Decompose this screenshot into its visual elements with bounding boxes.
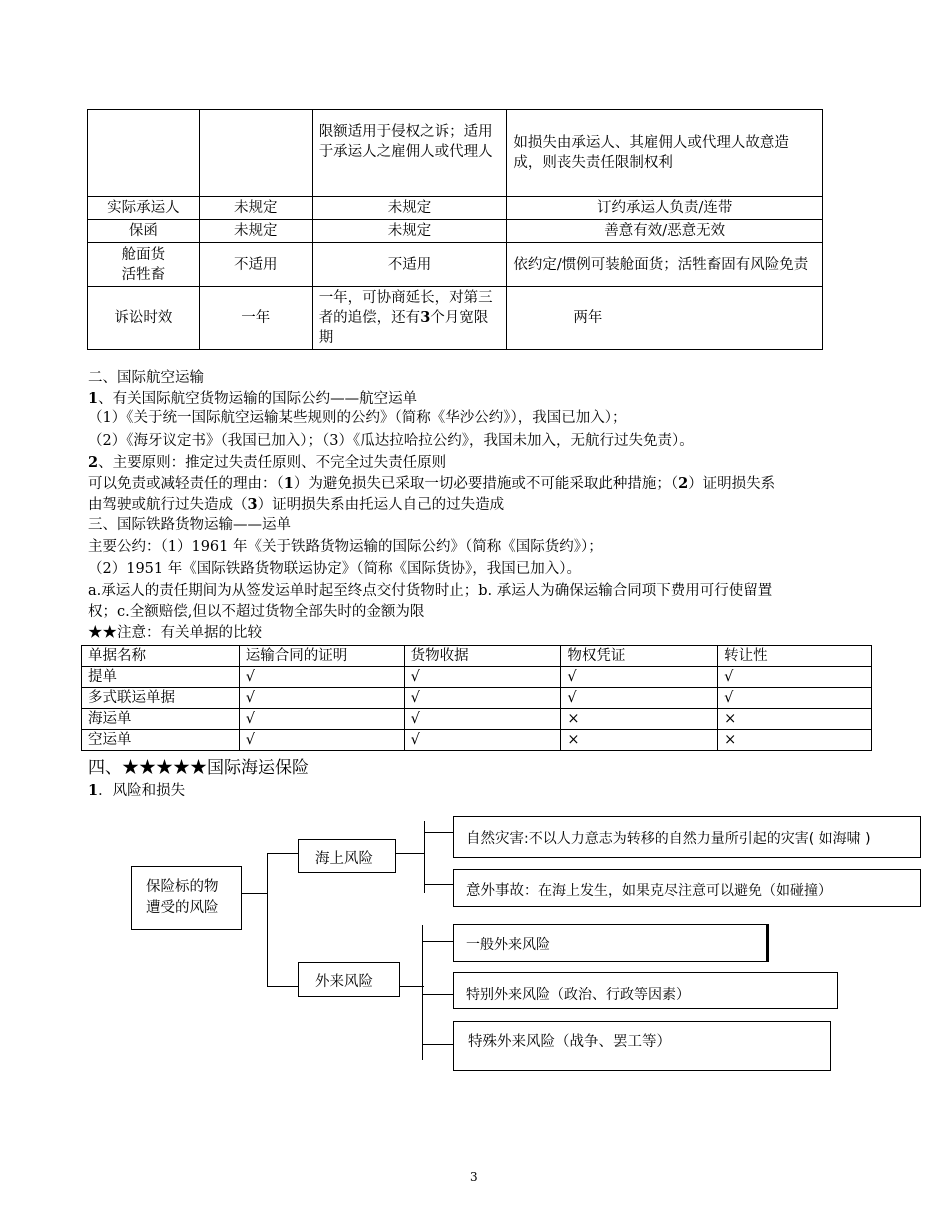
node-label: 意外事故 [466,883,524,899]
table-cell: 多式联运单据 [82,688,240,709]
table-cell: 空运单 [82,730,240,751]
paragraph-text: ）证明损失系 [688,476,776,492]
item-number: 2 [88,454,99,471]
table-cell: 未规定 [199,197,312,220]
connector-line [424,832,454,833]
section-heading: 四、★★★★★国际海运保险 [88,758,309,778]
table-row [88,220,823,243]
connector-line [267,986,298,987]
table-cell: 一年 [199,287,312,350]
table-cell: 如损失由承运人、其雇佣人或代理人故意造成，则丧失责任限制权利 [507,110,823,197]
table-cell: 实际承运人 [88,197,200,220]
table-cell: 两年 [507,287,823,350]
paragraph [88,495,504,515]
column-header: 单据名称 [82,646,240,667]
table-cell: × [561,730,718,751]
marine-risk-node: 海上风险 [298,839,396,873]
paragraph-text: 由驾驶或航行过失造成（ [88,497,248,513]
table-cell: √ [239,667,404,688]
table-cell: 诉讼时效 [88,287,200,350]
table-cell: √ [718,688,872,709]
item-number: 3 [247,496,258,513]
paragraph [88,474,775,494]
paragraph [88,781,185,801]
table-row [82,688,872,709]
table-cell: × [561,709,718,730]
column-header: 物权凭证 [561,646,718,667]
cell-line: 舱面货 [121,246,166,263]
paragraph-text: ）为避免损失已采取一切必要措施或不可能采取此种措施；（ [293,476,679,492]
table-cell: √ [239,730,404,751]
table-cell [88,243,200,287]
paragraph [88,453,446,473]
page-number: 3 [470,1170,478,1184]
node-label-line: 保险标的物 [146,879,219,895]
connector-line [422,1044,453,1045]
node-label-line: 遭受的风险 [146,900,219,916]
paragraph: （2）1951 年《国际铁路货物联运协定》（简称《国际货协》，我国已加入）。 [88,561,581,577]
table-row [82,709,872,730]
paragraph: 权；c.全额赔偿,但以不超过货物全部失时的金额为限 [88,604,425,620]
table-row [82,730,872,751]
table-cell: √ [561,667,718,688]
table-cell: √ [404,709,561,730]
item-number: 2 [678,475,689,492]
table-row [82,667,872,688]
note-heading: ★★注意：有关单据的比较 [88,625,262,641]
table-cell: 不适用 [199,243,312,287]
table-cell: 不适用 [312,243,507,287]
natural-disaster-node [453,816,921,858]
root-node [131,866,242,930]
document-comparison-table [81,645,872,751]
table-cell: 未规定 [312,197,507,220]
table-cell: 提单 [82,667,240,688]
connector-line [424,884,454,885]
table-cell [88,110,200,197]
table-cell: √ [404,667,561,688]
paragraph-text: 、主要原则：推定过失责任原则、不完全过失责任原则 [98,455,447,471]
node-description: :不以人力意志为转移的自然力量所引起的灾害( 如海啸 ) [524,831,871,847]
cell-number: 3 [420,309,431,326]
accident-node [453,869,921,907]
table-cell: 未规定 [312,220,507,243]
cell-line: 活牲畜 [121,266,166,283]
table-row [88,197,823,220]
table-cell: √ [718,667,872,688]
section-heading: 三、国际铁路货物运输——运单 [88,517,291,533]
node-label: 自然灾害 [466,831,524,847]
paragraph-text: 、有关国际航空货物运输的国际公约——航空运单 [98,391,418,407]
connector-line [267,853,298,854]
table-row [88,110,823,197]
paragraph-text: ．风险和损失 [98,783,186,799]
table-row [88,243,823,287]
item-number: 1 [88,782,99,799]
paragraph: a.承运人的责任期间为从签发运单时起至终点交付货物时止；b. 承运人为确保运输合同项下费用可行使留置 [88,583,773,599]
paragraph [88,389,417,409]
column-header: 运输合同的证明 [239,646,404,667]
table-cell: × [718,709,872,730]
section-heading: 二、国际航空运输 [88,370,204,386]
paragraph-text: 可以免责或减轻责任的理由：（ [88,476,284,492]
table-cell: 限额适用于侵权之诉；适用于承运人之雇佣人或代理人 [312,110,507,197]
connector-line [422,925,423,1060]
column-header: 转让性 [718,646,872,667]
table-header-row [82,646,872,667]
table-cell: √ [404,730,561,751]
connector-line [422,941,453,942]
cell-text: 个月宽限期 [318,310,489,346]
table-cell [199,110,312,197]
table-cell: 善意有效/恶意无效 [507,220,823,243]
table-cell: 订约承运人负责/连带 [507,197,823,220]
connector-line [396,853,425,854]
table-cell: 海运单 [82,709,240,730]
special-external-risk-node: 特别外来风险（政治、行政等因素） [453,972,838,1009]
item-number: 1 [88,390,99,407]
node-description: ：在海上发生，如果克尽注意可以避免（如碰撞） [524,883,832,899]
external-risk-node: 外来风险 [298,962,400,997]
connector-line [267,853,268,987]
connector-line [400,986,424,987]
paragraph: （1）《关于统一国际航空运输某些规则的公约》（简称《华沙公约》），我国已加入）； [88,410,627,426]
connector-line [241,893,268,894]
paragraph-text: ）证明损失系由托运人自己的过失造成 [257,497,505,513]
paragraph: 主要公约：（1）1961 年《关于铁路货物运输的国际公约》（简称《国际货约》）； [88,539,603,555]
carrier-comparison-table [87,109,823,350]
table-cell [312,287,507,350]
general-external-risk-node: 一般外来风险 [453,924,769,962]
table-cell: √ [561,688,718,709]
table-cell: 未规定 [199,220,312,243]
extraordinary-external-risk-node: 特殊外来风险（战争、罢工等） [453,1021,831,1071]
table-row [88,287,823,350]
cell-text: 一年，可协商延长，对第三者的追偿，还有 [318,290,493,326]
table-cell: √ [239,688,404,709]
item-number: 1 [283,475,294,492]
paragraph: （2）《海牙议定书》（我国已加入）；（3）《瓜达拉哈拉公约》，我国未加入，无航行过失免责）。 [88,433,694,449]
table-cell: 保函 [88,220,200,243]
table-cell: × [718,730,872,751]
connector-line [422,994,453,995]
column-header: 货物收据 [404,646,561,667]
table-cell: √ [239,709,404,730]
table-cell: 依约定/惯例可装舱面货；活牲畜固有风险免责 [507,243,823,287]
table-cell: √ [404,688,561,709]
